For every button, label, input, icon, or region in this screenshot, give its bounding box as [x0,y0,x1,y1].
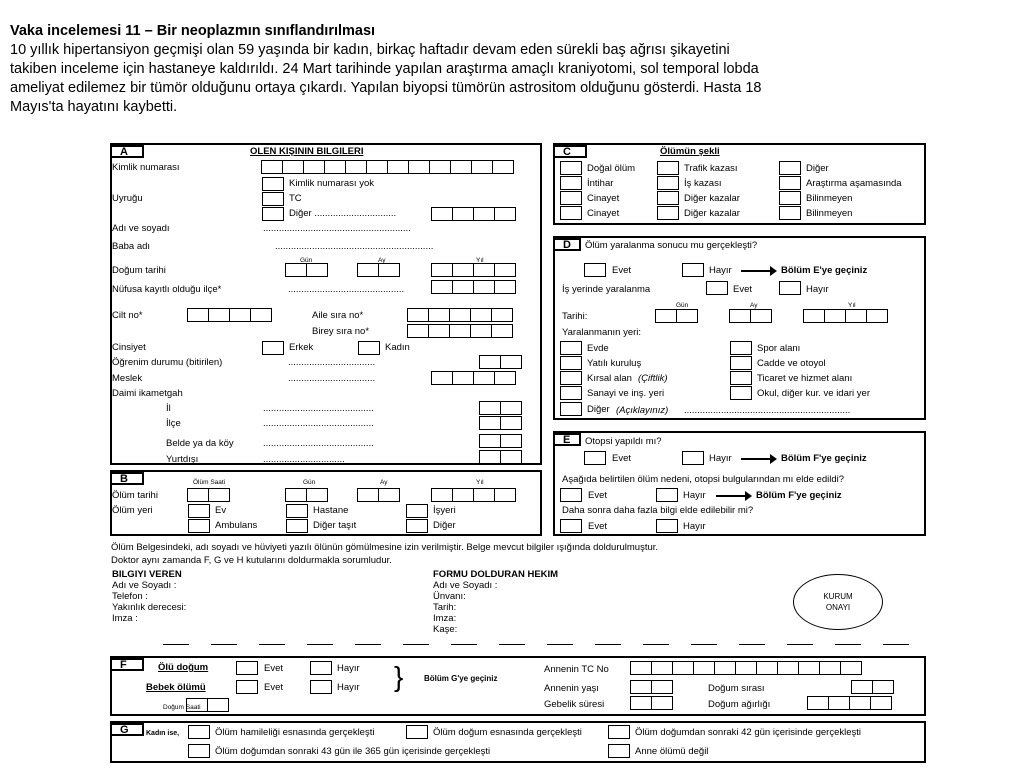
label-g-43-365: Ölüm doğumdan sonraki 43 gün ile 365 gün içerisinde gerçekleşti [215,746,491,757]
section-d-tag: D [553,238,581,251]
label-diger-yer: Diğer [433,520,456,531]
label-f-evet-1: Evet [264,663,284,674]
injury-place-checkbox[interactable] [560,386,582,400]
label-nufus-ilce: Nüfusa kayıtlı olduğu ilçe* [112,284,222,295]
manner-checkbox[interactable] [779,191,801,205]
otopsi-hayir-checkbox[interactable] [682,451,704,465]
label-e2-goto: Bölüm F'ye geçiniz [756,490,842,501]
g-42-gun-checkbox[interactable] [608,725,630,739]
e2-arrow-icon [716,495,746,497]
separator-dash [403,644,429,645]
isyeri-evet-checkbox[interactable] [706,281,728,295]
manner-checkbox[interactable] [779,176,801,190]
dogum-sirasi-cells[interactable] [852,680,894,694]
nufus-ilce-field[interactable]: ............................................ [288,284,405,295]
manner-checkbox[interactable] [657,176,679,190]
baba-adi-field[interactable]: ............................................................ [275,241,434,252]
case-line: takiben inceleme için hastaneye kaldırıldı. 24 Mart tarihinde yapılan araştırma amaçlı kraniyotomi, sol temporal lobda [10,61,759,77]
bilgi-field: Adı ve Soyadı : [112,580,177,591]
olum-ay-cells[interactable] [358,488,400,502]
label-g-dogum-esnasi: Ölüm doğum esnasında gerçekleşti [433,727,582,738]
meslek-field[interactable]: ................................. [288,373,376,384]
injury-place-checkbox[interactable] [730,371,752,385]
label-e-q3: Daha sonra daha fazla bilgi elde edilebilir mi? [562,505,754,516]
label-aciklayiniz: (Açıklayınız) [616,405,669,416]
label-ciftlik: (Çiftlik) [638,373,668,384]
injury-place-checkbox[interactable] [730,356,752,370]
otopsi-evet-checkbox[interactable] [584,451,606,465]
manner-checkbox[interactable] [560,206,582,220]
fazla-evet-checkbox[interactable] [560,519,582,533]
label-belde: Belde ya da köy [166,438,234,449]
label-aile-sira: Aile sıra no* [312,310,364,321]
label-e3-hayir: Hayır [683,521,706,532]
label-yurtdisi: Yurtdışı [166,454,199,465]
manner-label: İş kazası [684,178,722,189]
section-f-tag: F [110,658,144,671]
g-hamilelik-checkbox[interactable] [188,725,210,739]
manner-checkbox[interactable] [657,206,679,220]
bebek-olumu-hayir-checkbox[interactable] [310,680,332,694]
hastane-checkbox[interactable] [286,504,308,518]
label-olu-dogum: Ölü doğum [158,662,209,673]
label-e-q2: Aşağıda belirtilen ölüm nedeni, otopsi bulgularından mı elde edildi? [562,474,845,485]
manner-label: Doğal ölüm [587,163,636,174]
label-ogrenim: Öğrenim durumu (bitirilen) [112,357,223,368]
label-g-42-gun: Ölüm doğumdan sonraki 42 gün içerisinde gerçekleşti [635,727,862,738]
label-d-hayir: Hayır [709,265,732,276]
hekim-field: Tarih: [433,602,457,613]
label-kimlik-no: Kimlik numarası [112,162,180,173]
d-yil-cells[interactable] [804,309,888,323]
d-ay-cells[interactable] [730,309,772,323]
label-d-yil: Yıl [848,302,856,309]
manner-label: Diğer [806,163,829,174]
bilgi-field: Imza : [112,613,138,624]
aile-sira-cells[interactable] [408,308,513,322]
label-b-yil: Yıl [476,479,484,486]
olum-yil-cells[interactable] [432,488,516,502]
separator-dash [787,644,813,645]
separator-dash [835,644,861,645]
injury-place-label: Spor alanı [757,343,801,354]
kurum-label: KURUM [823,592,853,601]
label-ambulans: Ambulans [215,520,258,531]
label-b-gun: Gün [303,479,316,486]
d-evet-checkbox[interactable] [584,263,606,277]
separator-dash [595,644,621,645]
nufus-ilce-cells[interactable] [432,280,516,294]
label-kadin-ise: Kadın ise, [146,730,180,737]
dogum-saati-cells[interactable] [187,698,229,712]
d-hayir-checkbox[interactable] [682,263,704,277]
d-gun-cells[interactable] [656,309,698,323]
label-f-goto: Bölüm G'ye geçiniz [424,674,498,683]
label-d-question: Ölüm yaralanma sonucu mu gerçekleşti? [585,240,758,251]
label-isyeri-evet: Evet [733,284,753,295]
label-hastane: Hastane [313,505,349,516]
injury-place-label: Cadde ve otoyol [757,358,826,369]
injury-place-checkbox[interactable] [560,402,582,416]
meslek-cells[interactable] [432,371,516,385]
injury-place-label: Diğer [587,404,610,415]
manner-checkbox[interactable] [560,191,582,205]
separator-dash [163,644,189,645]
yurtdisi-field[interactable]: ............................... [263,454,345,465]
label-d-goto: Bölüm E'ye geçiniz [781,265,868,276]
olum-gun-cells[interactable] [286,488,328,502]
dogum-gun-cells[interactable] [286,263,328,277]
ogrenim-field[interactable]: ................................. [288,357,376,368]
label-g-anne-olumu-degil: Anne ölümü değil [635,746,709,757]
dogum-ay-cells[interactable] [358,263,400,277]
section-g-tag: G [110,723,144,736]
g-dogum-esnasi-checkbox[interactable] [406,725,428,739]
g-anne-olumu-degil-checkbox[interactable] [608,744,630,758]
section-c-tag: C [553,145,587,158]
separator-dash [739,644,765,645]
manner-label: Araştırma aşamasında [806,178,902,189]
label-cilt-no: Cilt no* [112,310,143,321]
injury-place-checkbox[interactable] [560,356,582,370]
uyruk-diger-cells[interactable] [432,207,516,221]
label-kimlik-yok: Kimlik numarası yok [289,178,374,189]
section-e-tag: E [553,433,581,446]
label-g-hamilelik: Ölüm hamileliği esnasında gerçekleşti [215,727,375,738]
injury-place-label: Evde [587,343,609,354]
manner-checkbox[interactable] [560,176,582,190]
label-gebelik: Gebelik süresi [544,699,605,710]
label-daimi: Daimi ikametgah [112,388,183,399]
bulgu-evet-checkbox[interactable] [560,488,582,502]
manner-checkbox[interactable] [657,191,679,205]
label-e-evet: Evet [612,453,632,464]
section-a-tag: A [110,145,144,158]
label-d-tarihi: Tarihi: [562,311,588,322]
kimlik-yok-checkbox[interactable] [262,177,284,191]
manner-label: Cinayet [587,193,620,204]
olu-dogum-evet-checkbox[interactable] [236,661,258,675]
label-olum-saati: Ölüm Saati [193,479,226,486]
label-f-evet-2: Evet [264,682,284,693]
onayi-label: ONAYI [825,603,851,612]
label-yil: Yıl [476,257,484,264]
injury-place-label: Okul, diğer kur. ve idari yer [757,388,870,399]
manner-checkbox[interactable] [657,161,679,175]
label-olum-yeri: Ölüm yeri [112,505,153,516]
separator-dash [451,644,477,645]
footer-note-1: Ölüm Belgesindeki, adı soyadı ve hüviyeti yazılı ölünün gömülmesine izin verilmiştir. Belge mevcut bilgiler ışığında doldurulmuştur. [111,542,659,553]
ambulans-checkbox[interactable] [188,519,210,533]
separator-dash [499,644,525,645]
annenin-tc-cells[interactable] [631,661,862,675]
tc-checkbox[interactable] [262,192,284,206]
olu-dogum-hayir-checkbox[interactable] [310,661,332,675]
label-kadin: Kadın [385,342,410,353]
dogum-yil-cells[interactable] [432,263,516,277]
belde-cells[interactable] [480,434,522,448]
ilce-field[interactable]: .......................................... [263,418,374,429]
diger-tasit-checkbox[interactable] [286,519,308,533]
ev-checkbox[interactable] [188,504,210,518]
label-e-hayir: Hayır [709,453,732,464]
manner-label: Diğer kazalar [684,193,740,204]
label-diger-uyruk: Diğer ............................... [289,208,397,219]
hekim-field: Adı ve Soyadı : [433,580,498,591]
isyeri-checkbox[interactable] [406,504,428,518]
manner-label: İntihar [587,178,614,189]
label-yaralanma-yeri: Yaralanmanın yeri: [562,327,642,338]
label-d-ay: Ay [750,302,758,309]
separator-dash [307,644,333,645]
case-title: Vaka incelemesi 11 – Bir neoplazmın sınıflandırılması [10,23,376,39]
ogrenim-cells[interactable] [480,355,522,369]
label-diger-tasit: Diğer taşıt [313,520,357,531]
injury-place-checkbox[interactable] [560,371,582,385]
manner-label: Trafik kazası [684,163,738,174]
bilgi-veren-title: BILGIYI VEREN [112,569,182,580]
bulgu-hayir-checkbox[interactable] [656,488,678,502]
d-arrow-icon [741,270,771,272]
section-a-header: OLEN KIŞININ BILGILERI [250,146,364,157]
manner-label: Cinayet [587,208,620,219]
diger-yer-checkbox[interactable] [406,519,428,533]
label-isyeri-hayir: Hayır [806,284,829,295]
label-uyrugu: Uyruğu [112,193,143,204]
label-meslek: Meslek [112,373,143,384]
footer-note-2: Doktor aynı zamanda F, G ve H kutularını doldurmakla sorumludur. [111,555,392,566]
label-dogum-saati: Doğum Saati [163,704,201,711]
label-e2-hayir: Hayır [683,490,706,501]
section-c-header: Ölümün şekli [660,146,720,157]
isyeri-hayir-checkbox[interactable] [779,281,801,295]
label-birey-sira: Birey sıra no* [312,326,370,337]
label-dogum-agirligi: Doğum ağırlığı [708,699,771,710]
label-d-gun: Gün [676,302,689,309]
label-f-hayir-2: Hayır [337,682,360,693]
label-ev: Ev [215,505,227,516]
case-description [10,22,1010,117]
gebelik-cells[interactable] [631,696,673,710]
manner-label: Diğer kazalar [684,208,740,219]
injury-place-label: Yatılı kuruluş [587,358,642,369]
manner-checkbox[interactable] [779,161,801,175]
case-line: Mayıs'ta hayatını kaybetti. [10,99,178,115]
label-isyeri-yaralanma: İş yerinde yaralanma [562,284,651,295]
separator-dash [355,644,381,645]
label-il: İl [166,403,171,414]
belde-field[interactable]: .......................................... [263,438,374,449]
injury-place-checkbox[interactable] [730,386,752,400]
manner-label: Bilinmeyen [806,193,853,204]
hekim-field: Ünvanı: [433,591,466,602]
aciklayiniz-field[interactable]: ............................................................... [684,405,851,416]
label-dogum-sirasi: Doğum sırası [708,683,765,694]
manner-label: Bilinmeyen [806,208,853,219]
label-baba-adi: Baba adı [112,241,151,252]
label-annenin-yasi: Annenin yaşı [544,683,599,694]
brace-icon: } [394,661,404,692]
label-bebek-olumu: Bebek ölümü [146,682,206,693]
injury-place-checkbox[interactable] [730,341,752,355]
label-e3-evet: Evet [588,521,608,532]
label-ay: Ay [378,257,386,264]
separator-dash [211,644,237,645]
case-line: 10 yıllık hipertansiyon geçmişi olan 59 yaşında bir kadın, birkaç haftadır devam eden sürekli baş ağrısı şikayetini [10,42,730,58]
label-gun: Gün [300,257,313,264]
bebek-olumu-evet-checkbox[interactable] [236,680,258,694]
annenin-yasi-cells[interactable] [631,680,673,694]
label-erkek: Erkek [289,342,314,353]
olum-saati-cells[interactable] [188,488,230,502]
injury-place-checkbox[interactable] [560,341,582,355]
label-e-goto: Bölüm F'ye geçiniz [781,453,867,464]
injury-place-label: Ticaret ve hizmet alanı [757,373,853,384]
fazla-hayir-checkbox[interactable] [656,519,678,533]
erkek-checkbox[interactable] [262,341,284,355]
kurum-onayi-stamp [793,574,883,630]
yurtdisi-cells[interactable] [480,450,522,464]
hekim-title: FORMU DOLDURAN HEKIM [433,569,559,580]
section-b-tag: B [110,472,144,485]
injury-place-label: Sanayi ve inş. yeri [587,388,665,399]
il-field[interactable]: .......................................... [263,403,374,414]
label-adi-soyadi: Adı ve soyadı [112,223,170,234]
case-line: ameliyat edilemez bir tümör olduğunu ortaya çıkardı. Yapılan biyopsi tümörün astrositom olduğunu gösterdi. Hasta 18 [10,80,762,96]
ilce-cells[interactable] [480,416,522,430]
adi-soyadi-field[interactable]: ........................................................ [263,223,411,234]
bilgi-field: Yakınlık derecesi: [112,602,187,613]
separator-dash [547,644,573,645]
label-f-hayir-1: Hayır [337,663,360,674]
separator-dash [691,644,717,645]
label-dogum-tarihi: Doğum tarihi [112,265,166,276]
label-e-q1: Otopsi yapıldı mı? [585,436,662,447]
e-arrow-icon [741,458,771,460]
manner-checkbox[interactable] [560,161,582,175]
il-cells[interactable] [480,401,522,415]
separator-dash [259,644,285,645]
manner-checkbox[interactable] [779,206,801,220]
label-isyeri: İşyeri [433,505,456,516]
kadin-checkbox[interactable] [358,341,380,355]
birey-sira-cells[interactable] [408,324,513,338]
diger-uyruk-checkbox[interactable] [262,207,284,221]
label-ilce: İlçe [166,418,181,429]
bilgi-field: Telefon : [112,591,148,602]
separator-dash [643,644,669,645]
separator-dash [883,644,909,645]
section-a-frame [110,143,542,465]
hekim-field: Imza: [433,613,457,624]
injury-place-label: Kırsal alan [587,373,632,384]
label-cinsiyet: Cinsiyet [112,342,146,353]
label-olum-tarihi: Ölüm tarihi [112,490,158,501]
label-e2-evet: Evet [588,490,608,501]
label-b-ay: Ay [380,479,388,486]
g-43-365-checkbox[interactable] [188,744,210,758]
label-tc: TC [289,193,302,204]
hekim-field: Kaşe: [433,624,458,635]
cilt-no-cells[interactable] [188,308,272,322]
kimlik-no-cells[interactable] [262,160,514,174]
label-annenin-tc: Annenin TC No [544,664,609,675]
dogum-agirligi-cells[interactable] [808,696,892,710]
label-d-evet: Evet [612,265,632,276]
